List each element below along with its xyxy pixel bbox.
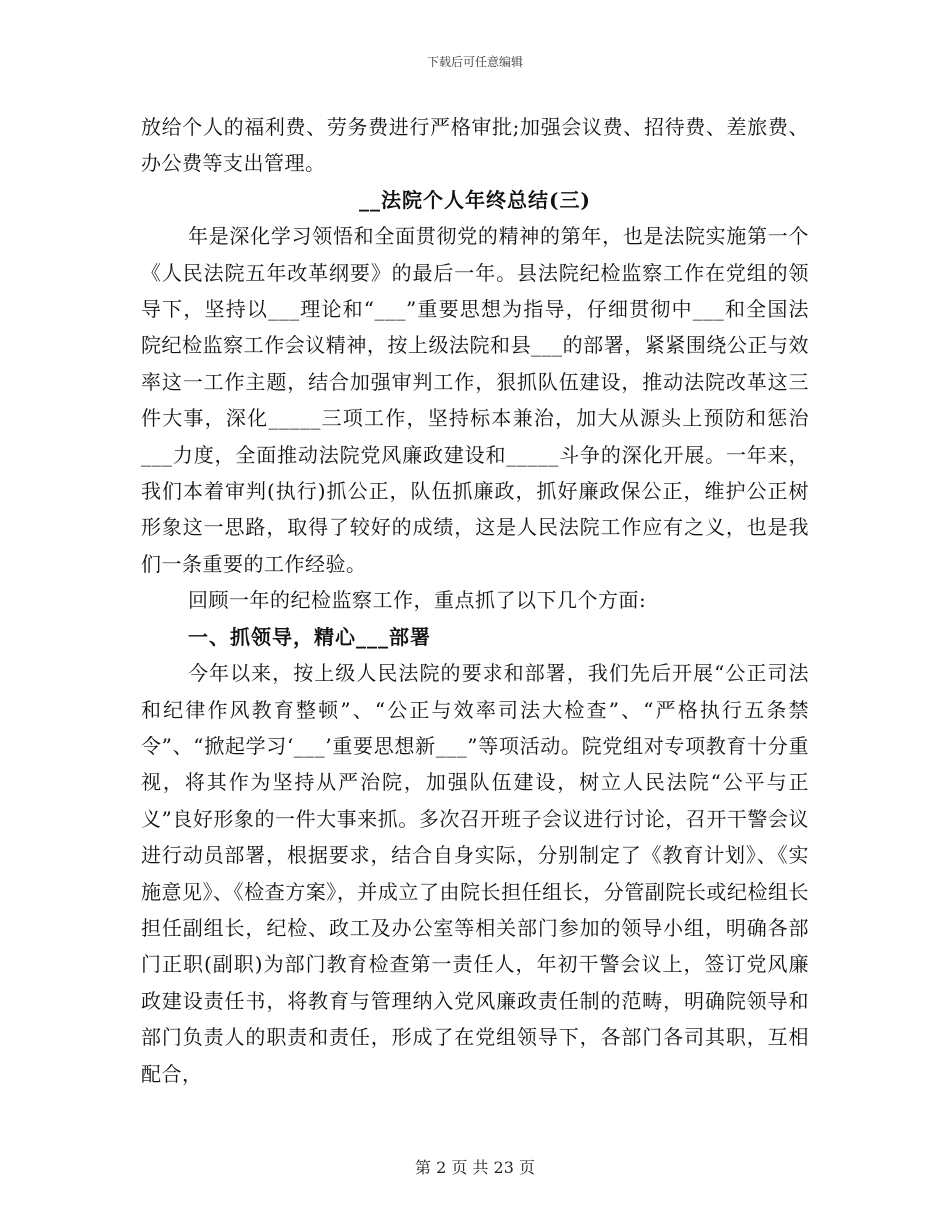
section-title: __法院个人年终总结(三) (359, 187, 591, 212)
paragraph-continued: 放给个人的福利费、劳务费进行严格审批;加强会议费、招待费、差旅费、办公费等支出管理。 (141, 115, 809, 176)
page-header-note: 下载后可任意编辑 (426, 55, 523, 69)
paragraph-review: 回顾一年的纪检监察工作，重点抓了以下几个方面: (188, 588, 647, 613)
page-indicator: 第 2 页 共 23 页 (415, 1158, 535, 1177)
document-body (141, 109, 809, 1092)
heading-one: 一、抓领导，精心___部署 (188, 624, 431, 649)
paragraph-intro: 年是深化学习领悟和全面贯彻党的精神的第年，也是法院实施第一个《人民法院五年改革纲要》的最后一年。县法院纪检监察工作在党组的领导下，坚持以___理论和“___”重要思想为指导，仔细贯彻中___和全国法院纪检监察工作会议精神，按上级法院和县___的部署，紧紧围绕公正与效率这一工作主题，结合加强审判工作，狠抓队伍建设，推动法院改革这三件大事，深化_____三项工作，坚持标本兼治，加大从源头上预防和惩治___力度，全面推动法院党风廉政建设和_____斗争的深化开展。一年来，我们本着审判(执行)抓公正，队伍抓廉政，抓好廉政保公正，维护公正树形象这一思路，取得了较好的成绩，这是人民法院工作应有之义，也是我们一条重要的工作经验。 (141, 224, 809, 576)
paragraph-body: 今年以来，按上级人民法院的要求和部署，我们先后开展“公正司法和纪律作风教育整顿”、“公正与效率司法大检查”、“严格执行五条禁令”、“掀起学习‘___’重要思想新___”等项活动。院党组对专项教育十分重视，将其作为坚持从严治院，加强队伍建设，树立人民法院“公平与正义”良好形象的一件大事来抓。多次召开班子会议进行讨论，召开干警会议进行动员部署，根据要求，结合自身实际，分别制定了《教育计划》、《实施意见》、《检查方案》，并成立了由院长担任组长，分管副院长或纪检组长担任副组长，纪检、政工及办公室等相关部门参加的领导小组，明确各部门正职(副职)为部门教育检查第一责任人，年初干警会议上，签订党风廉政建设责任书，将教育与管理纳入党风廉政责任制的范畴，明确院领导和部门负责人的职责和责任，形成了在党组领导下，各部门各司其职，互相配合， (141, 661, 809, 1086)
